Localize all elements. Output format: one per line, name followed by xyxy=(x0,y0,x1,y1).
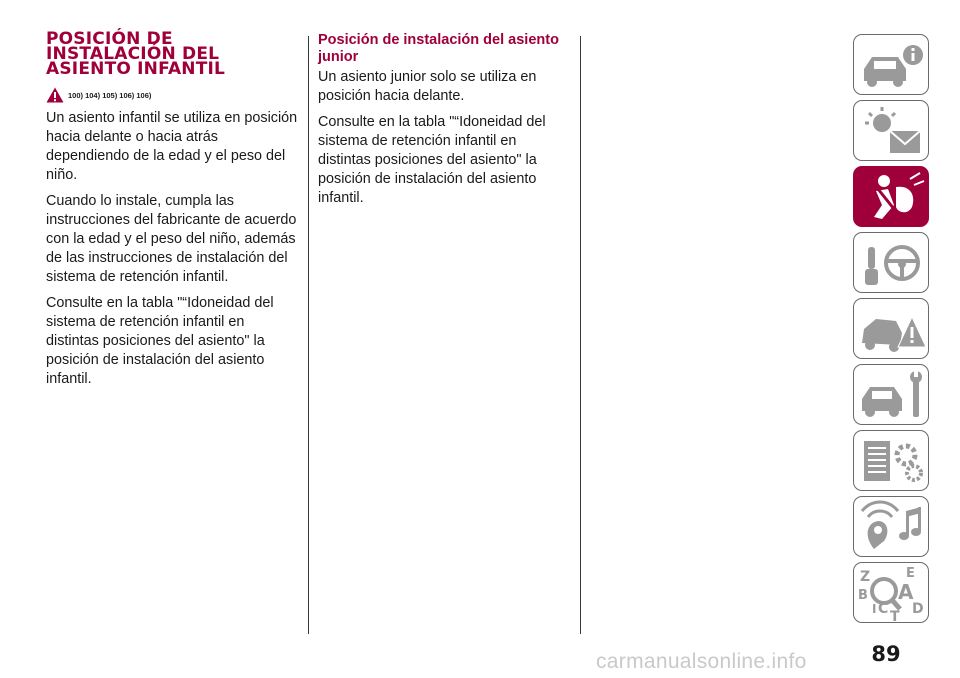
warning-lights-message-icon xyxy=(854,101,929,161)
multimedia-icon xyxy=(854,497,929,557)
car-info-icon xyxy=(854,35,929,95)
tab-safety[interactable] xyxy=(853,166,929,227)
warning-refs-text: 100) 104) 105) 106) 106) xyxy=(68,90,152,100)
svg-text:C: C xyxy=(878,601,889,617)
paragraph: Cuando lo instale, cumpla las instrucciones del fabricante de acuerdo con la edad y el peso del niño, además de las instrucciones de instalación del sistema de retención infantil. xyxy=(46,193,297,285)
tab-warning-lights[interactable] xyxy=(853,100,929,161)
alphabetical-index-icon xyxy=(854,563,929,623)
left-column xyxy=(46,29,298,396)
tab-emergency[interactable] xyxy=(853,298,929,359)
right-column xyxy=(318,32,572,215)
tab-technical-data[interactable] xyxy=(853,430,929,491)
subsection-title: Posición de instalación del asiento junior xyxy=(318,32,559,65)
car-maintenance-icon xyxy=(854,365,929,425)
page-number: 89 xyxy=(871,642,901,666)
warning-references xyxy=(46,87,298,103)
paragraph: Un asiento infantil se utiliza en posición hacia delante o hacia atrás dependiendo de la edad y el peso del niño. xyxy=(46,110,298,183)
svg-text:A: A xyxy=(898,580,914,604)
tab-starting-driving[interactable] xyxy=(853,232,929,293)
tab-maintenance[interactable] xyxy=(853,364,929,425)
warning-triangle-icon xyxy=(46,87,64,103)
tab-multimedia[interactable] xyxy=(853,496,929,557)
tab-index[interactable] xyxy=(853,562,929,623)
chapter-tabs xyxy=(853,34,931,628)
key-steering-wheel-icon xyxy=(854,233,929,293)
tab-car-info[interactable] xyxy=(853,34,929,95)
svg-text:T: T xyxy=(890,609,900,624)
svg-text:I: I xyxy=(872,602,877,616)
car-emergency-icon xyxy=(854,299,929,359)
paragraph: Un asiento junior solo se utiliza en posición hacia delante. xyxy=(318,69,537,104)
watermark: carmanualsonline.info xyxy=(596,650,807,673)
column-divider-left xyxy=(308,36,309,634)
airbag-seatbelt-icon xyxy=(854,167,929,227)
svg-text:E: E xyxy=(906,566,915,581)
svg-text:B: B xyxy=(858,588,868,603)
paragraph: Consulte en la tabla "“Idoneidad del sistema de retención infantil en distintas posiciones del asiento" la posición de instalación del asiento infantil. xyxy=(318,114,546,206)
svg-text:D: D xyxy=(912,601,924,617)
column-divider-right xyxy=(580,36,581,634)
svg-text:Z: Z xyxy=(860,569,871,585)
section-title: POSICIÓN DE INSTALACIÓN DEL ASIENTO INFANTIL xyxy=(46,29,226,79)
technical-data-icon xyxy=(854,431,929,491)
paragraph: Consulte en la tabla "“Idoneidad del sistema de retención infantil en distintas posiciones del asiento" la posición de instalación del asiento infantil. xyxy=(46,295,274,387)
